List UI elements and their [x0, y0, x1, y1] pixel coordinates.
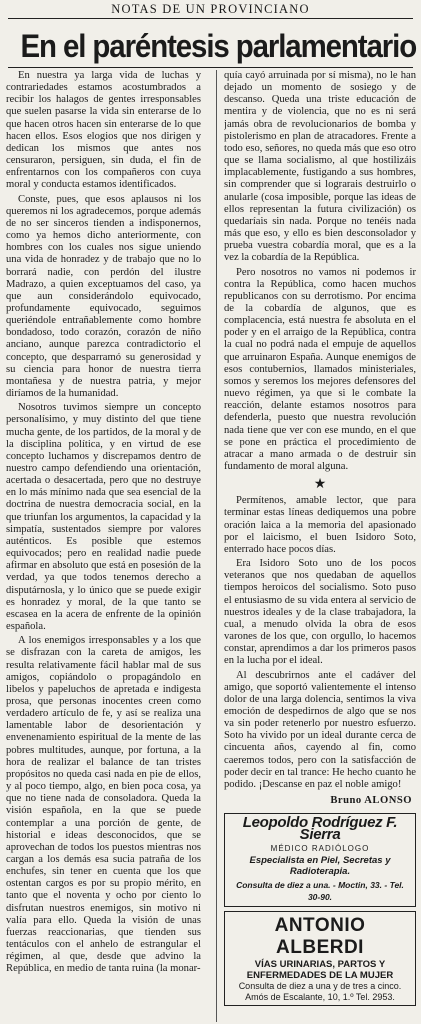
ad-urologist — [224, 911, 416, 1006]
paragraph: Era Isidoro Soto uno de los pocos veteranos que nos quedaban de aquellos tiempos heroicos del socialismo. Soto puso el entusiasmo de su vida entera al servicio de nuestros ideales y de la clase trabajadora, la cual, a menudo olvida la obra de esos varones de los que, con orgullo, lo hacemos constar, aprendimos a dar los primeros pasos en la lucha por el ideal. — [224, 558, 416, 667]
ad-specialty: Especialista en Piel, Secretas y Radioterapia. — [249, 854, 391, 877]
ad-consult: Consulta de diez a una. - Moctin, 33. - Tel. 30-90. — [236, 879, 404, 902]
paragraph: quía cayó arruinada por sí misma), no le han dejado un momento de sosiego y de descanso. Queda una triste educación de mentira y de violencia, que no es ni será jamás obra de revolucionarios de bomba y pistolerismo en plan de atracadores. Frente a todo eso, señores, no queda más que eso otro que se llama socialismo, al que hostilizáis implacablemente, fustigando a sus hombres, sin comprender que si lograrais destruirlo o anularle (cosa imposible, porque las ideas de ellos representan la futura civilización) os quedaríais sin nada. Porque no tenéis nada más que eso, y ello es bien desconsolador y prueba vuestra cobardía moral, que es a la vez la cobardía de la República. — [224, 70, 416, 264]
ad-consult: Consulta de diez a una y de tres a cinco. Amós de Escalante, 10, 1.º Tel. 2953. — [238, 981, 402, 1002]
ad-name: ANTONIO ALBERDI — [274, 915, 366, 958]
top-rule — [8, 18, 413, 19]
headline-rule — [8, 67, 413, 68]
paragraph: En nuestra ya larga vida de luchas y contrariedades estamos acostumbrados a recibir los halagos de gentes irresponsables que suelen pasarse la vida sin enterarse de lo que hacen otros hacen sin enterarse de lo que hacen ellos. Esos elogios que nos dirigen y dedican los mismos que antes nos censuraron, persiguen, sin duda, el fin de enfrentarnos con los compañeros con cuya moral y conducta estamos identificados. — [6, 70, 201, 191]
paragraph: Permítenos, amable lector, que para terminar estas líneas dediquemos una pobre oración laica a la memoria del apasionado por el laicismo, el buen Isidoro Soto, enterrado hace pocos días. — [224, 495, 416, 555]
ad-specialty: VÍAS URINARIAS, PARTOS Y ENFERMEDADES DE LA MUJER — [246, 959, 394, 981]
paragraph: Nosotros tuvimos siempre un concepto personalísimo, y muy distinto del que tiene mucha gente, de los partidos, de la moral y de la disciplina política, y en virtud de ese concepto luchamos y discrepamos dentro de nuestro campo defendiendo una orientación, acertada o desacertada, pero que no destruye en lo más mínimo nada que sea esencial de la doctrina de nuestra democracia social, en la que triunfan los argumentos, la capacidad y la simpatía, sustentados siempre por valores auténticos. Es posible que estemos equivocados; pero en realidad nadie puede afirmar en absoluto que está en posesión de la verdad, ya que todos tenemos derecho a disputárnosla, y lo único que se puede exigir es honradez y moral, de la que tanto se escasea en la acera de enfrente de la opinión española. — [6, 402, 201, 633]
right-column — [224, 70, 416, 1020]
paragraph: Pero nosotros no vamos ni podemos ir contra la República, como hacen muchos republicanos con su derrotismo. Por encima de la cobardía de algunos, que es complacencia, está nuestra fe absoluta en el poder y en el arraigo de la República, contra la cual no podrá nada el empuje de aquellos que arruinaron España. Aunque enemigos de esos contubernios, llamados ministeriales, somos y seremos los mejores defensores del nuevo régimen, ya que si le combate la reacción, delante estamos nosotros para defenderla, puesto que nuestra revolución nada tiene que ver con ese mundo, en el que se pone en práctica el procedimiento de atracar a mano armada o de destruir sin fundamento de moral alguna. — [224, 266, 416, 472]
paragraph: Al descubrirnos ante el cadáver del amigo, que soportó valientemente el intenso dolor de una larga dolencia, sentimos la viva emoción de despedirnos de algo que se nos va sin poder retenerlo por nuestro esfuerzo. Soto ha vivido por un ideal durante cerca de cincuenta años, cayendo al fin, como caeremos todos, pero con la satisfacción de poder decir en tal trance: He hecho cuanto he podido. ¡Descanse en paz el noble amigo! — [224, 669, 416, 790]
ad-name: Leopoldo Rodríguez F. Sierra — [242, 814, 398, 844]
paragraph: Conste, pues, que esos aplausos ni los queremos ni los agradecemos, porque además de no ser sinceros tienden a indisponernos, como ya hemos dicho anteriormente, con hombres con los cuales nos sigue uniendo una vida de honradez y de trabajo que no lo borrará nadie, con perdón del ilustre Madrazo, a quien exceptuamos del caso, ya que aun considerándolo equivocado, profundamente equivocado, seguimos queriéndole entrañablemente como hombre bondadoso, todo corazón, corazón de niño anciano, aunque parezca contradictorio el concepto, que desparramó su generosidad y su ciencia para honor de nuestra tierra montañesa y de nuestra patria, y mejor diríamos de la humanidad. — [6, 193, 201, 400]
column-divider — [216, 70, 217, 1022]
ad-radiologist — [224, 813, 416, 907]
separator-star: ★ — [313, 477, 327, 493]
paragraph: A los enemigos irresponsables y a los que se disfrazan con la careta de amigos, les resulta relativamente fácil hablar mal de sus amigos, copiándolo o propagándolo en libelos y papeluchos de apretada e indigesta prosa, que personas inocentes creen como verdadero artículo de fe, y así se realiza una lamentable labor de desorientación y envenenamiento espiritual de la mente de las pobres multitudes, aunque, por fortuna, a la hora de realizar el balance de tan tristes propósitos no queda casi nada en pie de ellos, y al poco tiempo, algo, en bien poca cosa, ya que no tiene nada de consoladora. Queda la visión española, en la que se puede contemplar a una porción de gente, de historial e ideas desconocidos, que se aprovechan de todos los puestos mientras nos cargan a los demás esa sucia patraña de los enchufes, sin tener en cuenta que los que ostentan cargos es por su propio mérito, en tanto que el noventa y ocho por ciento lo disfrutan nuestros enemigos, sin motivo ni valía para ello. Queda la visión de unas fuerzas reaccionarias, que tienden sus tentáculos con el anhelo de estrangular el régimen, al que, desde que advino la República, en medio de tanta ruina (la monar- — [6, 635, 201, 975]
author-signature: Bruno ALONSO — [330, 795, 412, 807]
section-heading: NOTAS DE UN PROVINCIANO — [111, 2, 310, 16]
ad-title: MÉDICO RADIÓLOGO — [270, 843, 370, 853]
left-column — [6, 70, 201, 1020]
article-headline: En el paréntesis parlamentario — [20, 28, 417, 64]
